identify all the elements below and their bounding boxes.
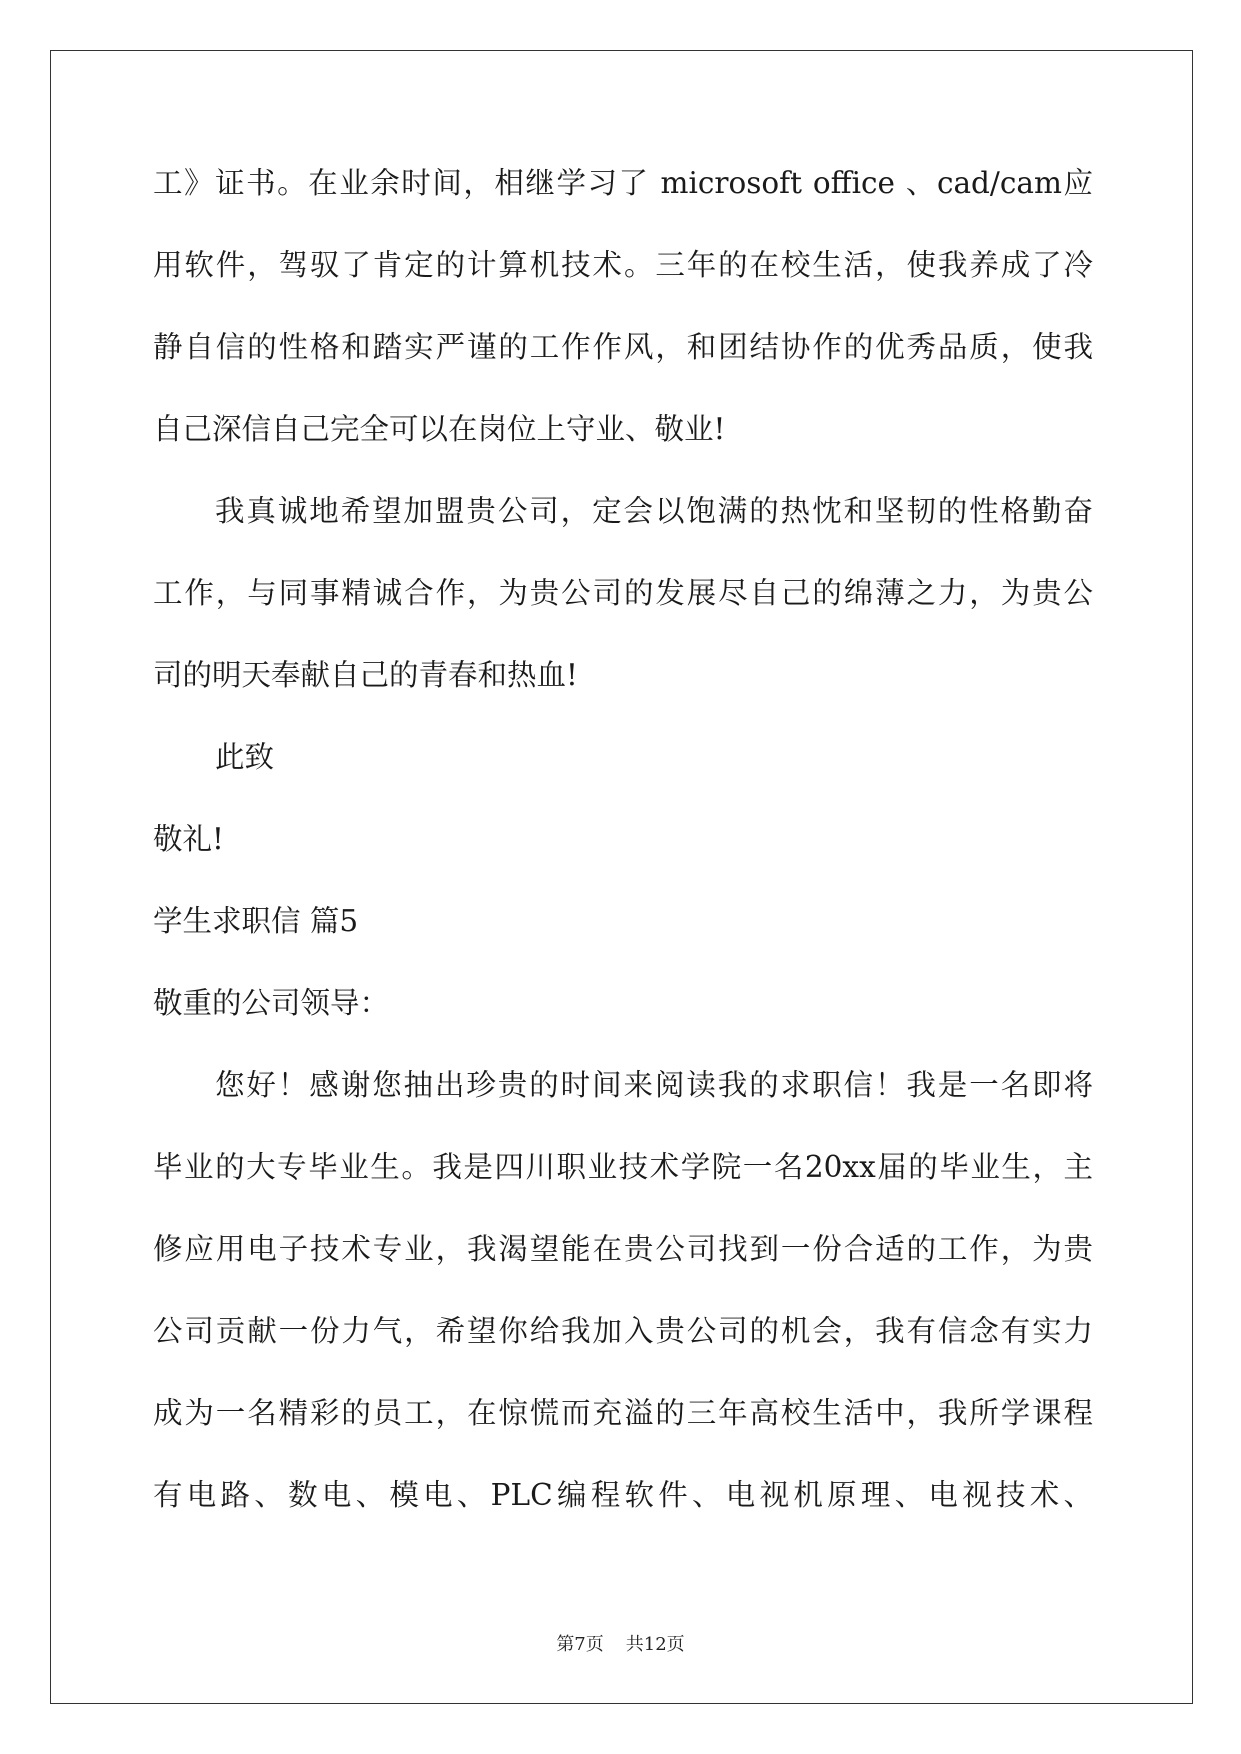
text-line: 工作，与同事精诚合作，为贵公司的发展尽自己的绵薄之力，为贵公 — [153, 576, 1093, 610]
text-line: 自己深信自己完全可以在岗位上守业、敬业! — [153, 412, 726, 446]
text-line: 公司贡献一份力气，希望你给我加入贵公司的机会，我有信念有实力 — [153, 1314, 1093, 1348]
paragraph-start-line: 您好！感谢您抽出珍贵的时间来阅读我的求职信！我是一名即将 — [215, 1068, 1093, 1102]
closing-salutation: 此致 — [215, 740, 275, 774]
text-line: 有电路、数电、模电、PLC编程软件、电视机原理、电视技术、 — [153, 1478, 1093, 1512]
page-total: 共12页 — [625, 1634, 685, 1655]
text-line: 成为一名精彩的员工，在惊慌而充溢的三年高校生活中，我所学课程 — [153, 1396, 1093, 1430]
text-line: 修应用电子技术专业，我渴望能在贵公司找到一份合适的工作，为贵 — [153, 1232, 1093, 1266]
page-number: 第7页 — [556, 1634, 604, 1655]
text-line: 毕业的大专毕业生。我是四川职业技术学院一名20xx届的毕业生，主 — [153, 1150, 1093, 1184]
document-body — [153, 162, 1093, 1556]
text-line: 静自信的性格和踏实严谨的工作作风，和团结协作的优秀品质，使我 — [153, 330, 1093, 364]
text-line: 用软件，驾驭了肯定的计算机技术。三年的在校生活，使我养成了冷 — [153, 248, 1093, 282]
text-line: 司的明天奉献自己的青春和热血! — [153, 658, 578, 692]
section-heading: 学生求职信 篇5 — [153, 904, 359, 938]
closing-regards: 敬礼! — [153, 822, 224, 856]
letter-greeting: 敬重的公司领导： — [153, 986, 390, 1020]
text-line: 工》证书。在业余时间，相继学习了 microsoft office 、cad/cam应 — [153, 166, 1093, 200]
page-footer — [0, 1633, 1241, 1657]
paragraph-start-line: 我真诚地希望加盟贵公司，定会以饱满的热忱和坚韧的性格勤奋 — [215, 494, 1093, 528]
